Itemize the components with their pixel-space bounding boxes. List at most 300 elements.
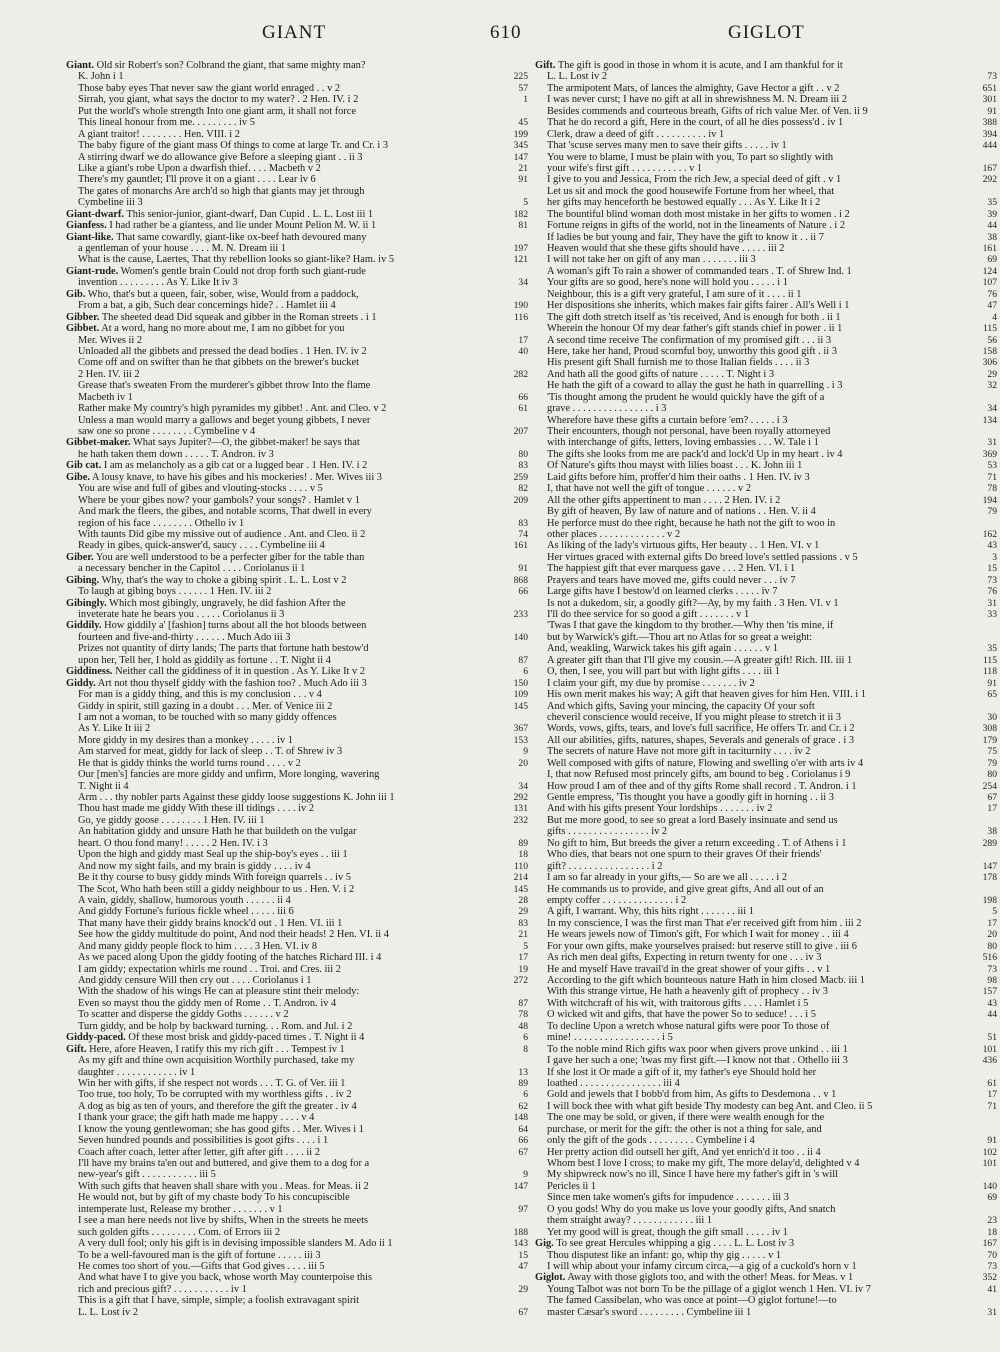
concordance-line bbox=[66, 792, 528, 803]
line-text bbox=[547, 1078, 983, 1089]
line-number: 34 bbox=[518, 780, 528, 792]
concordance-line bbox=[66, 872, 528, 883]
line-text bbox=[547, 460, 983, 471]
quotation: An habitation giddy and unsure Hath he that buildeth on the vulgar bbox=[78, 826, 357, 838]
line-text bbox=[547, 220, 983, 231]
line-text bbox=[547, 632, 997, 643]
line-text bbox=[547, 689, 983, 700]
quotation: Well composed with gifts of nature, Flowing and swelling o'er with arts iv 4 bbox=[547, 757, 864, 769]
concordance-line bbox=[66, 975, 528, 986]
line-number: 153 bbox=[513, 734, 528, 746]
concordance-line bbox=[66, 689, 528, 700]
quotation: And giddy Fortune's furious fickle wheel . . . . . iii 6 bbox=[78, 906, 294, 918]
line-text bbox=[547, 1147, 979, 1158]
line-number: 45 bbox=[518, 117, 528, 129]
line-number: 345 bbox=[513, 140, 528, 152]
quotation: With such gifts that heaven shall share with you . Meas. for Meas. ii 2 bbox=[78, 1180, 369, 1192]
headword: Giglot. bbox=[535, 1272, 566, 1284]
concordance-line bbox=[535, 1021, 997, 1032]
line-text bbox=[78, 884, 510, 895]
line-text bbox=[66, 1044, 519, 1055]
line-number: 91 bbox=[987, 105, 997, 117]
quotation: He and myself Have travail'd in the great shower of your gifts . . v 1 bbox=[547, 963, 831, 975]
quotation: I claim your gift, my due by promise . . . . . . . iv 2 bbox=[547, 677, 755, 689]
line-number: 33 bbox=[987, 609, 997, 620]
concordance-line bbox=[66, 826, 528, 837]
concordance-line bbox=[535, 1192, 997, 1203]
line-number: 147 bbox=[513, 151, 528, 163]
concordance-line bbox=[66, 1250, 528, 1261]
concordance-line bbox=[66, 117, 528, 128]
line-number: 32 bbox=[987, 380, 997, 392]
concordance-line bbox=[535, 575, 997, 586]
concordance-line bbox=[535, 1284, 997, 1295]
line-text bbox=[78, 518, 514, 529]
line-text bbox=[66, 312, 510, 323]
line-text bbox=[78, 918, 514, 929]
line-number: 87 bbox=[518, 997, 528, 1009]
quotation: I give to you and Jessica, From the rich Jew, a special deed of gift . v 1 bbox=[547, 174, 842, 186]
line-number: 158 bbox=[982, 345, 997, 357]
concordance-line bbox=[535, 437, 997, 448]
line-text bbox=[535, 1238, 979, 1249]
line-text bbox=[547, 1158, 979, 1169]
quotation: I, that have not well the gift of tongue . . . . . . v 2 bbox=[547, 483, 752, 495]
quotation: He perforce must do thee right, because he hath not the gift to woo in bbox=[547, 517, 836, 529]
concordance-line bbox=[535, 346, 997, 357]
concordance-line bbox=[66, 415, 528, 426]
line-text bbox=[547, 483, 983, 494]
line-number: 80 bbox=[987, 940, 997, 952]
line-text bbox=[78, 129, 510, 140]
quotation: Her dispositions she inherits, which makes fair gifts fairer . All's Well i 1 bbox=[547, 300, 850, 312]
quotation: Cymbeline iii 3 bbox=[78, 197, 143, 209]
concordance-line bbox=[535, 426, 997, 437]
concordance-line bbox=[66, 1032, 528, 1043]
line-number: 9 bbox=[523, 746, 528, 758]
line-number: 18 bbox=[518, 849, 528, 861]
concordance-line bbox=[66, 209, 528, 220]
concordance-line bbox=[535, 1204, 997, 1215]
concordance-line bbox=[535, 666, 997, 677]
line-text bbox=[547, 746, 983, 757]
concordance-line bbox=[66, 369, 528, 380]
line-text bbox=[78, 426, 510, 437]
quotation: With the shadow of his wings He can at pleasure stint their melody: bbox=[78, 986, 360, 998]
line-text bbox=[547, 598, 983, 609]
headword: Giddy-paced. bbox=[66, 1032, 126, 1044]
quotation: To laugh at gibing boys . . . . . . 1 Hen. IV. iii 2 bbox=[78, 586, 272, 598]
concordance-line bbox=[535, 403, 997, 414]
quotation: Here, take her hand, Proud scornful boy, unworthy this good gift . ii 3 bbox=[547, 345, 837, 357]
line-text bbox=[78, 941, 519, 952]
concordance-line bbox=[66, 71, 528, 82]
line-number: 41 bbox=[987, 1283, 997, 1295]
quotation: Let us sit and mock the good housewife Fortune from her wheel, that bbox=[547, 185, 835, 197]
quotation: Of these most brisk and giddy-paced times . T. Night ii 4 bbox=[128, 1032, 365, 1044]
line-text bbox=[78, 689, 510, 700]
quotation: No gift to him, But breeds the giver a return exceeding . T. of Athens i 1 bbox=[547, 837, 847, 849]
quotation: And, weakling, Warwick takes his gift again . . . . . . v 1 bbox=[547, 643, 778, 655]
concordance-line bbox=[66, 174, 528, 185]
quotation: other places . . . . . . . . . . . . . v 2 bbox=[547, 528, 681, 540]
line-number: 79 bbox=[987, 506, 997, 518]
line-text bbox=[78, 529, 514, 540]
line-text bbox=[547, 1284, 983, 1295]
line-number: 157 bbox=[982, 986, 997, 998]
line-number: 110 bbox=[513, 860, 528, 872]
line-number: 71 bbox=[987, 1100, 997, 1112]
concordance-line bbox=[66, 483, 528, 494]
line-number: 367 bbox=[513, 723, 528, 735]
line-number: 21 bbox=[518, 162, 528, 174]
line-text bbox=[78, 369, 510, 380]
line-text bbox=[547, 1044, 979, 1055]
line-text bbox=[78, 849, 514, 860]
quotation: I am giddy; expectation whirls me round . . Troi. and Cres. iii 2 bbox=[78, 963, 341, 975]
quotation: Go, ye giddy goose . . . . . . . . 1 Hen. IV. iii 1 bbox=[78, 814, 265, 826]
line-text bbox=[66, 266, 528, 277]
quotation: I know the young gentlewoman; she has good gifts . . Mer. Wives i 1 bbox=[78, 1123, 364, 1135]
line-number: 308 bbox=[982, 723, 997, 735]
line-number: 98 bbox=[987, 975, 997, 986]
concordance-line bbox=[535, 1055, 997, 1066]
line-text bbox=[547, 849, 997, 860]
concordance-line bbox=[535, 643, 997, 654]
concordance-line bbox=[535, 254, 997, 265]
concordance-line bbox=[66, 861, 528, 872]
concordance-line bbox=[535, 1272, 997, 1283]
quotation: And with his gifts present Your lordships . . . . . . . iv 2 bbox=[547, 803, 773, 815]
quotation: As Y. Like It iii 2 bbox=[78, 723, 151, 735]
line-number: 194 bbox=[982, 494, 997, 506]
line-text bbox=[547, 1124, 997, 1135]
concordance-line bbox=[66, 701, 528, 712]
concordance-line bbox=[535, 929, 997, 940]
line-text bbox=[78, 1055, 528, 1066]
quotation: A stirring dwarf we do allowance give Before a sleeping giant . . ii 3 bbox=[78, 151, 363, 163]
quotation: Come off and on swifter than he that gibbets on the brewer's bucket bbox=[78, 357, 359, 369]
line-number: 436 bbox=[982, 1055, 997, 1067]
line-number: 47 bbox=[518, 1260, 528, 1272]
concordance-line bbox=[66, 781, 528, 792]
quotation: daughter . . . . . . . . . . . . iv 1 bbox=[78, 1066, 196, 1078]
line-number: 115 bbox=[982, 654, 997, 666]
concordance-line bbox=[535, 689, 997, 700]
quotation: such golden gifts . . . . . . . . . Com. of Errors iii 2 bbox=[78, 1226, 281, 1238]
line-number: 161 bbox=[513, 540, 528, 552]
quotation: How giddily a' [fashion] turns about all the hot bloods between bbox=[104, 620, 367, 632]
concordance-line bbox=[66, 941, 528, 952]
line-number: 6 bbox=[523, 666, 528, 678]
line-text bbox=[78, 655, 514, 666]
quotation: That 'scuse serves many men to save their gifts . . . . . iv 1 bbox=[547, 140, 787, 152]
line-number: 31 bbox=[987, 437, 997, 449]
concordance-line bbox=[66, 838, 528, 849]
concordance-line bbox=[66, 712, 528, 723]
quotation: Thou disputest like an infant: go, whip thy gig . . . . . v 1 bbox=[547, 1249, 782, 1261]
quotation: This is a gift that I have, simple, simple; a foolish extravagant spirit bbox=[78, 1295, 360, 1307]
quotation: mine! . . . . . . . . . . . . . . . . . i 5 bbox=[547, 1032, 673, 1044]
concordance-line bbox=[66, 300, 528, 311]
quotation: Am starved for meat, giddy for lack of sleep . . T. of Shrew iv 3 bbox=[78, 746, 343, 758]
line-text bbox=[547, 1181, 979, 1192]
line-text bbox=[547, 792, 983, 803]
concordance-line bbox=[66, 1124, 528, 1135]
line-text bbox=[547, 861, 979, 872]
quotation: I, that now Refused most princely gifts, am bound to beg . Coriolanus i 9 bbox=[547, 769, 851, 781]
quotation: grave . . . . . . . . . . . . . . . . i 3 bbox=[547, 403, 667, 415]
quotation: By gift of heaven, By law of nature and of nations . . Hen. V. ii 4 bbox=[547, 506, 816, 518]
headword: Giber. bbox=[66, 551, 94, 563]
line-number: 214 bbox=[513, 872, 528, 884]
quotation: The gates of monarchs Are arch'd so high that giants may jet through bbox=[78, 185, 365, 197]
line-number: 161 bbox=[982, 243, 997, 254]
concordance-line bbox=[66, 1147, 528, 1158]
line-number: 101 bbox=[982, 1043, 997, 1055]
line-text bbox=[78, 403, 514, 414]
concordance-line bbox=[535, 1135, 997, 1146]
quotation: your wife's first gift . . . . . . . . . . . v 1 bbox=[547, 162, 703, 174]
line-number: 48 bbox=[518, 1020, 528, 1032]
line-text bbox=[547, 357, 979, 368]
line-text bbox=[547, 1169, 997, 1180]
line-text bbox=[78, 872, 510, 883]
line-text bbox=[547, 655, 979, 666]
concordance-line bbox=[66, 769, 528, 780]
line-number: 67 bbox=[518, 1306, 528, 1318]
line-text bbox=[547, 186, 997, 197]
concordance-line bbox=[66, 289, 528, 300]
concordance-line bbox=[535, 1078, 997, 1089]
line-text bbox=[78, 1181, 510, 1192]
line-text bbox=[78, 300, 510, 311]
quotation: Unless a man would marry a gallows and beget young gibbets, I never bbox=[78, 414, 371, 426]
line-text bbox=[78, 952, 514, 963]
line-text bbox=[78, 964, 514, 975]
concordance-line bbox=[66, 758, 528, 769]
quotation: with interchange of gifts, letters, loving embassies . . . W. Tale i 1 bbox=[547, 437, 819, 449]
line-number: 140 bbox=[982, 1180, 997, 1192]
quotation: empty coffer . . . . . . . . . . . . . . i 2 bbox=[547, 894, 687, 906]
line-number: 34 bbox=[987, 403, 997, 415]
concordance-line bbox=[66, 1158, 528, 1169]
concordance-line bbox=[66, 1284, 528, 1295]
concordance-line bbox=[535, 197, 997, 208]
quotation: Even so mayst thou the giddy men of Rome . . T. Andron. iv 4 bbox=[78, 997, 337, 1009]
concordance-line bbox=[66, 906, 528, 917]
concordance-line bbox=[66, 929, 528, 940]
headword: Giant-rude. bbox=[66, 265, 119, 277]
line-text bbox=[78, 106, 528, 117]
line-text bbox=[547, 918, 983, 929]
quotation: If she lost it Or made a gift of it, my father's eye Should hold her bbox=[547, 1066, 817, 1078]
concordance-line bbox=[66, 323, 528, 334]
concordance-line bbox=[66, 1067, 528, 1078]
quotation: them straight away? . . . . . . . . . . . . iii 1 bbox=[547, 1215, 713, 1227]
headword: Gift. bbox=[535, 60, 556, 71]
headword: Gianfess. bbox=[66, 220, 107, 232]
line-text bbox=[547, 106, 983, 117]
line-number: 150 bbox=[513, 677, 528, 689]
concordance-line bbox=[66, 140, 528, 151]
running-head-right: GIGLOT bbox=[728, 22, 805, 43]
concordance-line bbox=[535, 941, 997, 952]
concordance-line bbox=[535, 826, 997, 837]
quotation: Unloaded all the gibbets and pressed the dead bodies . 1 Hen. IV. iv 2 bbox=[78, 345, 367, 357]
quotation: Neither call the giddiness of it in question . As Y. Like It v 2 bbox=[115, 666, 366, 678]
line-number: 124 bbox=[982, 265, 997, 277]
line-text bbox=[547, 243, 979, 254]
line-text bbox=[78, 540, 510, 551]
line-number: 9 bbox=[523, 1169, 528, 1181]
quotation: A vain, giddy, shallow, humorous youth . . . . . . ii 4 bbox=[78, 894, 291, 906]
quotation: region of his face . . . . . . . . Othello iv 1 bbox=[78, 517, 245, 529]
quotation: My shipwreck now's no ill, Since I have here my father's gift in 's will bbox=[547, 1169, 839, 1181]
left-column bbox=[66, 60, 528, 1318]
quotation: Thou hast made me giddy With these ill tidings . . . . iv 2 bbox=[78, 803, 315, 815]
concordance-line bbox=[535, 884, 997, 895]
headword: Gibber. bbox=[66, 311, 100, 323]
line-number: 44 bbox=[987, 1009, 997, 1021]
line-text bbox=[78, 243, 510, 254]
quotation: A very dull fool; only his gift is in devising impossible slanders M. Ado ii 1 bbox=[78, 1238, 393, 1250]
quotation: Ready in gibes, quick-answer'd, saucy . . . . Cymbeline iii 4 bbox=[78, 540, 325, 552]
headword: Gibing. bbox=[66, 574, 100, 586]
quotation: And many giddy people flock to him . . . . 3 Hen. VI. iv 8 bbox=[78, 940, 318, 952]
concordance-line bbox=[66, 129, 528, 140]
quotation: I had rather be a giantess, and lie under Mount Pelion M. W. ii 1 bbox=[109, 220, 377, 232]
line-number: 47 bbox=[987, 300, 997, 312]
quotation: Prizes not quantity of dirty lands; The parts that fortune hath bestow'd bbox=[78, 643, 369, 655]
line-text bbox=[78, 1078, 514, 1089]
line-text bbox=[78, 71, 510, 82]
line-number: 15 bbox=[987, 563, 997, 575]
line-number: 8 bbox=[523, 1043, 528, 1055]
line-number: 64 bbox=[518, 1123, 528, 1135]
concordance-line bbox=[66, 529, 528, 540]
quotation: O you gods! Why do you make us love your goodly gifts, And snatch bbox=[547, 1203, 836, 1215]
quotation: The sheeted dead Did squeak and gibber in the Roman streets . i 1 bbox=[101, 311, 377, 323]
concordance-line bbox=[66, 849, 528, 860]
concordance-line bbox=[535, 918, 997, 929]
line-text bbox=[547, 884, 997, 895]
line-number: 31 bbox=[987, 597, 997, 609]
line-text bbox=[547, 437, 983, 448]
line-text bbox=[547, 609, 983, 620]
quotation: 2 Hen. IV. iii 2 bbox=[78, 368, 140, 380]
line-number: 102 bbox=[982, 1146, 997, 1158]
line-text bbox=[78, 335, 514, 346]
concordance-line bbox=[535, 1307, 997, 1318]
line-text bbox=[78, 1135, 514, 1146]
quotation: Words, vows, gifts, tears, and love's full sacrifice, He offers Tr. and Cr. i 2 bbox=[547, 723, 855, 735]
line-number: 20 bbox=[518, 757, 528, 769]
line-number: 292 bbox=[982, 174, 997, 186]
line-number: 29 bbox=[518, 906, 528, 918]
line-text bbox=[547, 209, 983, 220]
line-number: 29 bbox=[987, 368, 997, 380]
line-number: 868 bbox=[513, 574, 528, 586]
concordance-line bbox=[66, 392, 528, 403]
concordance-line bbox=[535, 357, 997, 368]
concordance-line bbox=[66, 1169, 528, 1180]
concordance-line bbox=[66, 1295, 528, 1306]
concordance-line bbox=[535, 1009, 997, 1020]
quotation: Your gifts are so good, here's none will hold you . . . . . i 1 bbox=[547, 277, 788, 289]
line-text bbox=[78, 1067, 514, 1078]
quotation: Win her with gifts, if she respect not words . . . T. G. of Ver. iii 1 bbox=[78, 1077, 346, 1089]
line-text bbox=[78, 254, 510, 265]
concordance-line bbox=[535, 117, 997, 128]
quotation: Clerk, draw a deed of gift . . . . . . . . . . iv 1 bbox=[547, 128, 725, 140]
concordance-line bbox=[66, 312, 528, 323]
quotation: You were to blame, I must be plain with you, To part so slightly with bbox=[547, 151, 834, 163]
quotation: a necessary bencher in the Capitol . . . . Coriolanus ii 1 bbox=[78, 563, 306, 575]
line-number: 28 bbox=[518, 894, 528, 906]
headword: Gig. bbox=[535, 1238, 554, 1250]
line-number: 97 bbox=[518, 1203, 528, 1215]
quotation: As liking of the lady's virtuous gifts, Her beauty . . 1 Hen. VI. v 1 bbox=[547, 540, 820, 552]
quotation: As my gift and thine own acquisition Worthily purchased, take my bbox=[78, 1055, 355, 1067]
line-text bbox=[547, 1009, 983, 1020]
concordance-line bbox=[535, 369, 997, 380]
quotation: To be a well-favoured man is the gift of fortune . . . . . iii 3 bbox=[78, 1249, 321, 1261]
quotation: And mark the fleers, the gibes, and notable scorns, That dwell in every bbox=[78, 506, 372, 518]
line-number: 38 bbox=[987, 231, 997, 243]
concordance-line bbox=[535, 1044, 997, 1055]
headword: Gibbet. bbox=[66, 323, 100, 335]
concordance-line bbox=[535, 781, 997, 792]
line-number: 71 bbox=[987, 471, 997, 483]
quotation: What is the cause, Laertes, That thy rebellion looks so giant-like? Ham. iv 5 bbox=[78, 254, 395, 266]
concordance-line bbox=[535, 952, 997, 963]
quotation: To the noble mind Rich gifts wax poor when givers prove unkind . . iii 1 bbox=[547, 1043, 848, 1055]
line-number: 109 bbox=[513, 689, 528, 701]
concordance-line bbox=[66, 815, 528, 826]
concordance-line bbox=[66, 1272, 528, 1283]
quotation: The secrets of nature Have not more gift in taciturnity . . . . iv 2 bbox=[547, 746, 811, 758]
quotation: All our abilities, gifts, natures, shapes, Severals and generals of grace . i 3 bbox=[547, 734, 855, 746]
concordance-line bbox=[66, 666, 528, 677]
line-number: 83 bbox=[518, 517, 528, 529]
line-number: 17 bbox=[518, 952, 528, 964]
line-number: 91 bbox=[518, 563, 528, 575]
line-number: 121 bbox=[513, 254, 528, 266]
line-number: 79 bbox=[987, 757, 997, 769]
concordance-line bbox=[535, 563, 997, 574]
line-text bbox=[547, 83, 979, 94]
concordance-line bbox=[535, 1238, 997, 1249]
quotation: Like a giant's robe Upon a dwarfish thief. . . . Macbeth v 2 bbox=[78, 162, 321, 174]
line-text bbox=[547, 403, 983, 414]
concordance-line bbox=[66, 552, 528, 563]
quotation: L. L. Lost iv 2 bbox=[78, 1306, 139, 1318]
line-text bbox=[78, 815, 510, 826]
concordance-line bbox=[535, 460, 997, 471]
quotation: That same cowardly, giant-like ox-beef hath devoured many bbox=[116, 231, 367, 243]
line-number: 232 bbox=[513, 814, 528, 826]
quotation: L. L. Lost iv 2 bbox=[547, 71, 608, 83]
line-text bbox=[78, 803, 510, 814]
quotation: Is not a dukedom, sir, a goodly gift?—Ay, by my faith . 3 Hen. VI. v 1 bbox=[547, 597, 839, 609]
headword: Giant. bbox=[66, 60, 95, 71]
concordance-line bbox=[66, 232, 528, 243]
line-number: 118 bbox=[982, 666, 997, 678]
line-text bbox=[78, 975, 510, 986]
quotation: Wherefore have these gifts a curtain before 'em? . . . . . i 3 bbox=[547, 414, 788, 426]
line-text bbox=[547, 781, 979, 792]
